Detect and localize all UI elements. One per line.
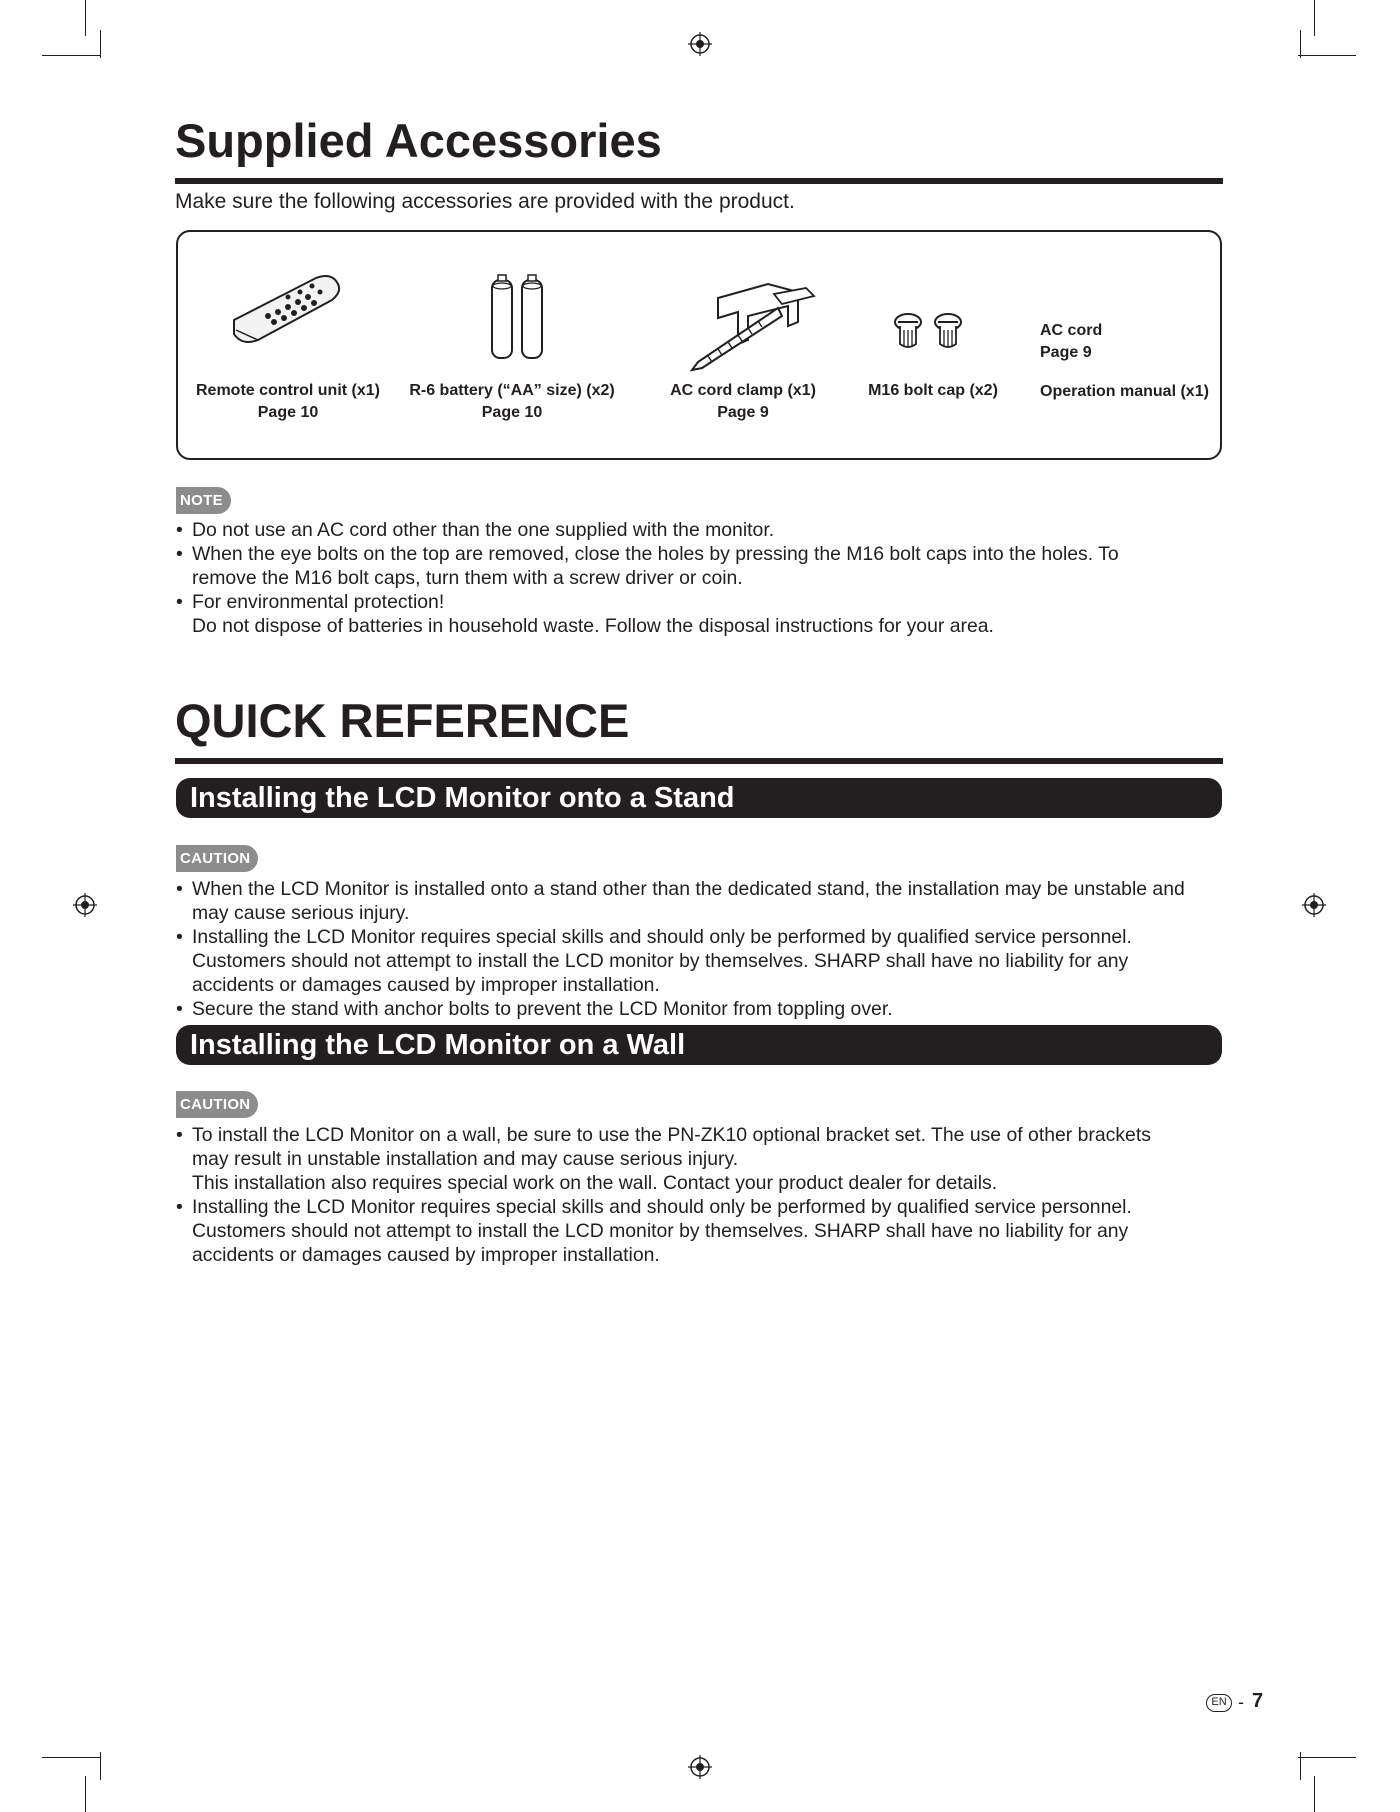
caution-badge: CAUTION bbox=[176, 1091, 258, 1118]
page-separator: - bbox=[1238, 1692, 1244, 1712]
list-item: • When the LCD Monitor is installed onto a stand other than the dedicated stand, the installation may be unstable and may cause serious injury. bbox=[175, 877, 1235, 925]
page-number: 7 bbox=[1252, 1690, 1264, 1712]
language-icon: EN bbox=[1206, 1694, 1232, 1712]
accessory-operation-manual: Operation manual (x1) bbox=[1040, 383, 1209, 400]
registration-mark-icon bbox=[1302, 893, 1326, 917]
list-item: • Installing the LCD Monitor requires special skills and should only be performed by qualified service personnel. Customers should not attempt to install the LCD monitor by themselves. SHARP shall have no liability for any accidents or damages caused by improper installation. bbox=[175, 1195, 1235, 1267]
supplied-accessories-title: Supplied Accessories bbox=[175, 117, 1223, 184]
note-badge: NOTE bbox=[176, 487, 231, 514]
note-list bbox=[175, 518, 1235, 638]
accessory-battery: R-6 battery (“AA” size) (x2) Page 10 bbox=[409, 382, 615, 421]
accessory-bolt-cap: M16 bolt cap (x2) bbox=[868, 382, 998, 399]
list-item: • When the eye bolts on the top are removed, close the holes by pressing the M16 bolt caps into the holes. To remove the M16 bolt caps, turn them with a screw driver or coin. bbox=[175, 542, 1235, 590]
stand-caution-list bbox=[175, 877, 1235, 1021]
section-bar-wall: Installing the LCD Monitor on a Wall bbox=[176, 1025, 1222, 1065]
quick-reference-title: QUICK REFERENCE bbox=[175, 697, 1223, 764]
section-bar-stand: Installing the LCD Monitor onto a Stand bbox=[176, 778, 1222, 818]
remote-control-icon bbox=[228, 270, 346, 344]
list-item: • Secure the stand with anchor bolts to prevent the LCD Monitor from toppling over. bbox=[175, 997, 1235, 1021]
list-item: • For environmental protection! Do not dispose of batteries in household waste. Follow the disposal instructions for your area. bbox=[175, 590, 1235, 638]
registration-mark-icon bbox=[73, 893, 97, 917]
accessories-box bbox=[176, 230, 1222, 460]
cord-clamp-icon bbox=[678, 278, 818, 374]
list-item: • To install the LCD Monitor on a wall, be sure to use the PN-ZK10 optional bracket set. The use of other brackets may result in unstable installation and may cause serious injury. This installation also requires special work on the wall. Contact your product dealer for details. bbox=[175, 1123, 1235, 1195]
registration-mark-icon bbox=[688, 1755, 712, 1779]
wall-caution-list bbox=[175, 1123, 1235, 1267]
list-item: • Do not use an AC cord other than the one supplied with the monitor. bbox=[175, 518, 1235, 542]
caution-badge: CAUTION bbox=[176, 845, 258, 872]
accessory-cord-clamp: AC cord clamp (x1) Page 9 bbox=[670, 382, 816, 421]
bolt-cap-icon bbox=[892, 312, 972, 352]
list-item: • Installing the LCD Monitor requires special skills and should only be performed by qualified service personnel. Customers should not attempt to install the LCD monitor by themselves. SHARP shall have no liability for any accidents or damages caused by improper installation. bbox=[175, 925, 1235, 997]
accessory-ac-cord: AC cord Page 9 bbox=[1040, 322, 1103, 361]
battery-icon bbox=[488, 274, 548, 360]
accessory-remote: Remote control unit (x1) Page 10 bbox=[195, 382, 380, 421]
registration-mark-icon bbox=[688, 32, 712, 56]
supplied-intro: Make sure the following accessories are provided with the product. bbox=[175, 190, 795, 213]
